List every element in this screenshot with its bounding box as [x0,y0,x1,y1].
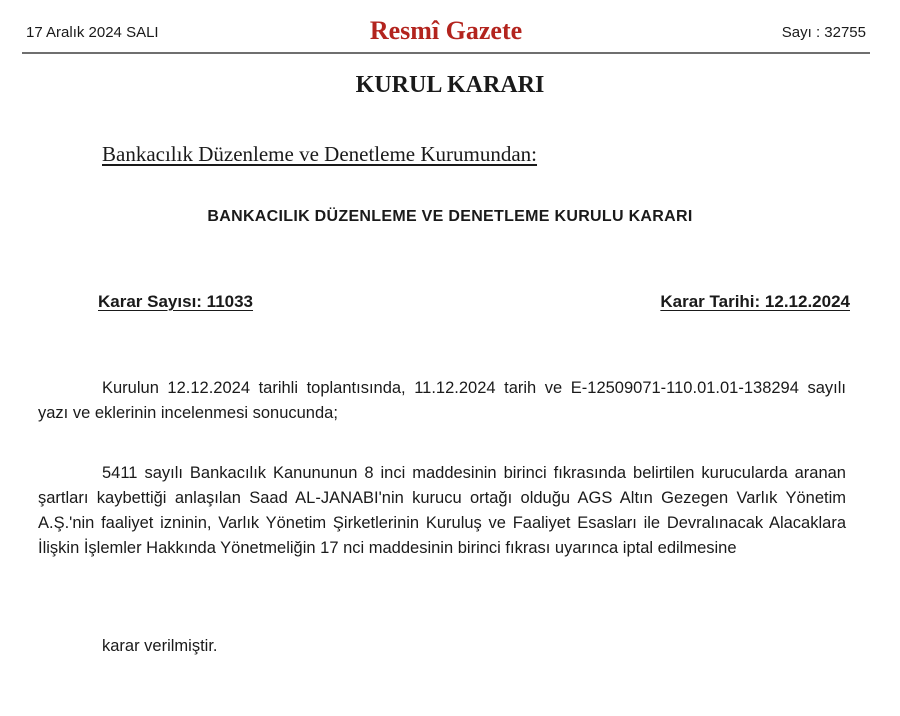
decision-number: Karar Sayısı: 11033 [98,292,254,311]
gazette-header [22,14,870,54]
header-divider [22,52,870,54]
closing-statement: karar verilmiştir. [102,637,218,655]
decision-date: Karar Tarihi: 12.12.2024 [660,292,850,311]
issue-number: Sayı : 32755 [781,24,866,41]
section-title: KURUL KARARI [355,72,545,98]
board-decision-title: BANKACILIK DÜZENLEME VE DENETLEME KURULU KARARI [207,208,693,225]
body-paragraph-1: Kurulun 12.12.2024 tarihli toplantısında, 11.12.2024 tarih ve E-12509071-110.01.01-138294 sayılı yazı ve eklerinin incelenmesi sonucunda; [38,379,846,422]
gazette-title: Resmî Gazete [369,16,523,45]
institution-name: Bankacılık Düzenleme ve Denetleme Kurumundan: [102,142,538,166]
header-date: 17 Aralık 2024 SALI [26,24,159,41]
body-paragraph-2: 5411 sayılı Bankacılık Kanununun 8 inci maddesinin birinci fıkrasında belirtilen kurucularda aranan şartları kaybettiği anlaşılan Saad AL-JANABI'nin kurucu ortağı olduğu AGS Altın Gezegen Varlık Yönetim A.Ş.'nin faaliyet izninin, Varlık Yönetim Şirketlerinin Kuruluş ve Faaliyet Esasları ile Devralınacak Alacaklara İlişkin İşlemler Hakkında Yönetmeliğin 17 nci maddesinin birinci fıkrası uyarınca iptal edilmesine [38,464,846,557]
